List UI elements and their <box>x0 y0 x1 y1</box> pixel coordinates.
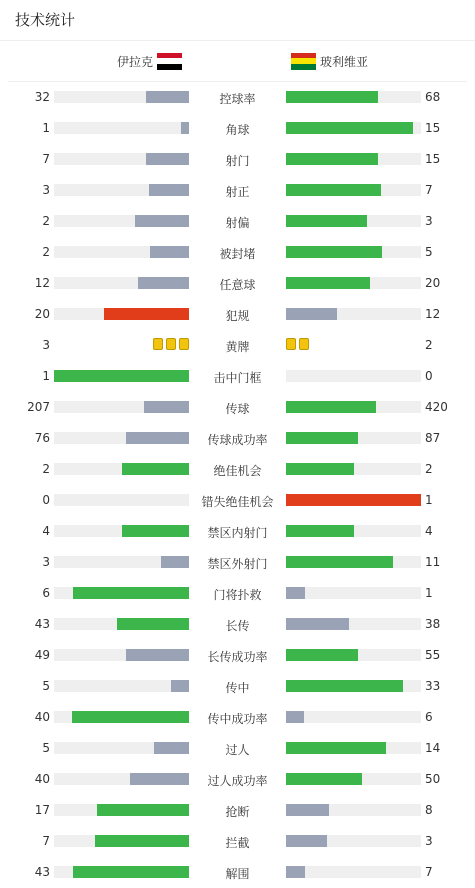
stat-row <box>0 330 475 361</box>
away-value: 7 <box>425 865 433 879</box>
stat-row <box>0 299 475 330</box>
home-value: 7 <box>42 152 50 166</box>
stat-row <box>0 454 475 485</box>
home-bar-fill <box>144 401 189 413</box>
stat-label: 射偏 <box>225 216 250 230</box>
home-value: 3 <box>42 183 50 197</box>
iraq-flag-icon <box>157 53 182 70</box>
stat-label: 过人成功率 <box>207 774 268 788</box>
away-value: 50 <box>425 772 441 786</box>
stat-label: 拦截 <box>225 836 250 850</box>
stat-label: 绝佳机会 <box>213 464 262 478</box>
home-bar-track <box>54 184 189 196</box>
stat-label: 长传 <box>225 619 250 633</box>
yellow-card-icon <box>286 338 296 350</box>
home-bar-track <box>54 401 189 413</box>
stat-label: 门将扑救 <box>213 588 262 602</box>
yellow-card-icon <box>299 338 309 350</box>
stat-label: 抢断 <box>225 805 250 819</box>
home-value: 2 <box>42 245 50 259</box>
away-bar-fill <box>286 184 381 196</box>
away-bar-track <box>286 618 421 630</box>
away-bar-track <box>286 649 421 661</box>
home-bar-fill <box>149 184 190 196</box>
stat-row <box>0 578 475 609</box>
home-bar-track <box>54 122 189 134</box>
stat-row <box>0 857 475 888</box>
away-bar-track <box>286 525 421 537</box>
home-bar-fill <box>122 525 190 537</box>
away-bar-track <box>286 432 421 444</box>
stat-label: 传中成功率 <box>207 712 268 726</box>
home-team-name: 伊拉克 <box>116 54 153 69</box>
home-bar-track <box>54 587 189 599</box>
away-bar-track <box>286 91 421 103</box>
home-bar-track <box>54 866 189 878</box>
home-value: 0 <box>42 493 50 507</box>
home-bar-fill <box>150 246 189 258</box>
page-title: 技术统计 <box>0 0 475 41</box>
home-bar-track <box>54 649 189 661</box>
home-value: 20 <box>34 307 50 321</box>
home-bar-track <box>54 680 189 692</box>
home-bar-track <box>54 773 189 785</box>
home-value: 1 <box>42 121 50 135</box>
away-bar-track <box>286 773 421 785</box>
away-bar-fill <box>286 556 393 568</box>
stat-row <box>0 423 475 454</box>
away-bar-track <box>286 866 421 878</box>
away-value: 15 <box>425 152 441 166</box>
away-bar-fill <box>286 122 413 134</box>
away-value: 8 <box>425 803 433 817</box>
yellow-card-icon <box>166 338 176 350</box>
home-bar-track <box>54 556 189 568</box>
away-bar-fill <box>286 401 376 413</box>
stat-label: 过人 <box>225 743 250 757</box>
stat-label: 犯规 <box>225 309 250 323</box>
away-value: 38 <box>425 617 441 631</box>
home-value: 3 <box>42 338 50 352</box>
stat-row <box>0 82 475 113</box>
stat-row <box>0 795 475 826</box>
away-value: 33 <box>425 679 441 693</box>
stat-label: 击中门框 <box>213 371 262 385</box>
stat-label: 任意球 <box>219 278 256 292</box>
home-value: 49 <box>34 648 50 662</box>
away-bar-track <box>286 184 421 196</box>
home-value: 207 <box>27 400 50 414</box>
away-bar-fill <box>286 587 305 599</box>
home-value: 17 <box>34 803 50 817</box>
stat-row <box>0 516 475 547</box>
home-bar-track <box>54 215 189 227</box>
stat-label: 射正 <box>225 185 250 199</box>
away-bar-fill <box>286 804 329 816</box>
home-bar-fill <box>146 153 189 165</box>
away-value: 5 <box>425 245 433 259</box>
stat-row <box>0 485 475 516</box>
home-bar-track <box>54 432 189 444</box>
bolivia-flag-icon <box>291 53 316 70</box>
stat-label: 角球 <box>225 123 250 137</box>
away-bar-track <box>286 277 421 289</box>
away-bar-fill <box>286 432 358 444</box>
away-bar-track <box>286 308 421 320</box>
away-value: 15 <box>425 121 441 135</box>
away-value: 0 <box>425 369 433 383</box>
home-value: 43 <box>34 617 50 631</box>
away-bar-fill <box>286 215 367 227</box>
away-bar-fill <box>286 91 378 103</box>
stat-label: 控球率 <box>219 92 256 106</box>
away-value: 20 <box>425 276 441 290</box>
home-value: 40 <box>34 772 50 786</box>
stat-row <box>0 826 475 857</box>
away-value: 12 <box>425 307 441 321</box>
home-bar-fill <box>95 835 190 847</box>
stats-list <box>0 82 475 888</box>
stat-row <box>0 175 475 206</box>
away-bar-fill <box>286 618 349 630</box>
home-bar-track <box>54 153 189 165</box>
away-bar-track <box>286 835 421 847</box>
away-value: 420 <box>425 400 448 414</box>
away-bar-fill <box>286 649 358 661</box>
home-bar-fill <box>73 587 189 599</box>
stat-row <box>0 671 475 702</box>
home-bar-fill <box>154 742 189 754</box>
stat-label: 长传成功率 <box>207 650 268 664</box>
away-value: 1 <box>425 586 433 600</box>
home-value: 1 <box>42 369 50 383</box>
away-bar-fill <box>286 742 386 754</box>
away-value: 3 <box>425 834 433 848</box>
home-value: 43 <box>34 865 50 879</box>
away-value: 14 <box>425 741 441 755</box>
away-bar-track <box>286 370 421 382</box>
home-bar-fill <box>97 804 189 816</box>
stat-label: 错失绝佳机会 <box>201 495 274 509</box>
away-bar-track <box>286 122 421 134</box>
home-bar-track <box>54 308 189 320</box>
away-bar-fill <box>286 494 421 506</box>
home-bar-track <box>54 370 189 382</box>
stat-label: 解围 <box>225 867 250 881</box>
away-value: 4 <box>425 524 433 538</box>
stat-label: 传中 <box>225 681 250 695</box>
away-bar-fill <box>286 711 304 723</box>
away-bar-fill <box>286 246 382 258</box>
stat-row <box>0 547 475 578</box>
away-value: 1 <box>425 493 433 507</box>
stat-row <box>0 268 475 299</box>
away-bar-track <box>286 556 421 568</box>
home-value: 4 <box>42 524 50 538</box>
home-bar-track <box>54 91 189 103</box>
away-value: 68 <box>425 90 441 104</box>
away-team-name: 玻利维亚 <box>320 54 369 69</box>
home-value: 40 <box>34 710 50 724</box>
home-bar-fill <box>104 308 189 320</box>
away-bar-fill <box>286 463 354 475</box>
stat-row <box>0 733 475 764</box>
home-bar-fill <box>161 556 189 568</box>
home-bar-track <box>54 494 189 506</box>
home-bar-fill <box>126 432 189 444</box>
home-value: 2 <box>42 462 50 476</box>
away-bar-fill <box>286 153 378 165</box>
away-bar-track <box>286 246 421 258</box>
away-bar-track <box>286 401 421 413</box>
stat-row <box>0 237 475 268</box>
away-bar-track <box>286 215 421 227</box>
home-value: 6 <box>42 586 50 600</box>
away-bar-track <box>286 587 421 599</box>
home-value: 7 <box>42 834 50 848</box>
home-bar-fill <box>122 463 190 475</box>
home-bar-track <box>54 804 189 816</box>
away-bar-track <box>286 494 421 506</box>
stat-row <box>0 609 475 640</box>
yellow-card-icon <box>179 338 189 350</box>
stat-label: 传球成功率 <box>207 433 268 447</box>
home-bar-track <box>54 277 189 289</box>
away-value: 55 <box>425 648 441 662</box>
away-value: 6 <box>425 710 433 724</box>
home-bar-fill <box>130 773 189 785</box>
home-bar-track <box>54 711 189 723</box>
stat-label: 禁区内射门 <box>207 526 268 540</box>
stat-label: 黄牌 <box>225 340 250 354</box>
away-bar-track <box>286 804 421 816</box>
home-bar-fill <box>117 618 189 630</box>
away-bar-fill <box>286 835 327 847</box>
stat-row <box>0 361 475 392</box>
home-bar-fill <box>126 649 189 661</box>
home-value: 2 <box>42 214 50 228</box>
stat-label: 传球 <box>225 402 250 416</box>
home-bar-track <box>54 742 189 754</box>
home-bar-track <box>54 618 189 630</box>
home-value: 32 <box>34 90 50 104</box>
stat-row <box>0 764 475 795</box>
stat-row <box>0 113 475 144</box>
home-value: 5 <box>42 679 50 693</box>
home-yellow-cards <box>153 338 189 350</box>
away-value: 3 <box>425 214 433 228</box>
home-team <box>117 41 182 81</box>
stat-row <box>0 640 475 671</box>
home-bar-fill <box>181 122 189 134</box>
away-bar-track <box>286 680 421 692</box>
home-bar-track <box>54 525 189 537</box>
away-team <box>291 41 368 81</box>
away-bar-track <box>286 463 421 475</box>
home-bar-fill <box>72 711 189 723</box>
away-bar-fill <box>286 308 337 320</box>
stat-row <box>0 206 475 237</box>
home-value: 5 <box>42 741 50 755</box>
away-value: 7 <box>425 183 433 197</box>
away-yellow-cards <box>286 338 309 350</box>
teams-header <box>8 41 467 82</box>
stat-label: 禁区外射门 <box>207 557 268 571</box>
away-bar-fill <box>286 773 362 785</box>
stat-label: 被封堵 <box>219 247 256 261</box>
home-bar-fill <box>135 215 189 227</box>
away-bar-fill <box>286 277 370 289</box>
home-value: 12 <box>34 276 50 290</box>
home-bar-fill <box>73 866 189 878</box>
away-value: 11 <box>425 555 441 569</box>
home-value: 76 <box>34 431 50 445</box>
home-bar-fill <box>146 91 189 103</box>
home-bar-fill <box>171 680 189 692</box>
away-bar-fill <box>286 680 403 692</box>
away-value: 87 <box>425 431 441 445</box>
away-bar-fill <box>286 525 354 537</box>
home-bar-fill <box>138 277 189 289</box>
away-bar-track <box>286 153 421 165</box>
home-bar-fill <box>54 370 189 382</box>
away-value: 2 <box>425 462 433 476</box>
away-value: 2 <box>425 338 433 352</box>
home-bar-track <box>54 246 189 258</box>
home-bar-track <box>54 835 189 847</box>
away-bar-track <box>286 742 421 754</box>
away-bar-fill <box>286 866 305 878</box>
home-bar-track <box>54 463 189 475</box>
stat-label: 射门 <box>225 154 250 168</box>
stat-row <box>0 702 475 733</box>
yellow-card-icon <box>153 338 163 350</box>
stat-row <box>0 392 475 423</box>
home-value: 3 <box>42 555 50 569</box>
stat-row <box>0 144 475 175</box>
away-bar-track <box>286 711 421 723</box>
